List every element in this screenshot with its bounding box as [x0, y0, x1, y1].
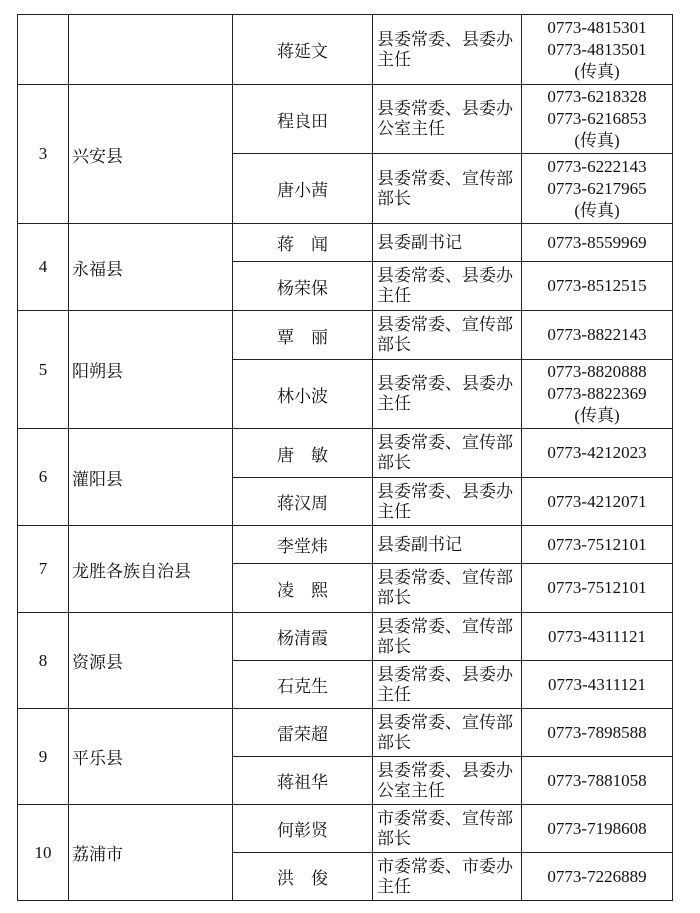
person-name: 洪 俊 [233, 853, 373, 901]
phone-number: 0773-6222143 [547, 156, 647, 176]
phone-cell [522, 478, 673, 526]
phone-cell [522, 661, 673, 709]
phone-cell [522, 805, 673, 853]
phone-number: 0773-7898588 [547, 722, 647, 742]
phone-number: 0773-4813501 [547, 39, 647, 59]
job-title: 县委常委、县委办公室主任 [373, 757, 522, 805]
phone-cell [522, 526, 673, 564]
person-name: 凌 熙 [233, 564, 373, 613]
row-number: 8 [18, 613, 69, 709]
table-row [18, 526, 673, 564]
job-title: 县委常委、宣传部部长 [373, 311, 522, 360]
table-row [18, 224, 673, 262]
job-title: 县委常委、县委办主任 [373, 15, 522, 85]
fax-label: (传真) [574, 61, 620, 81]
county-name: 兴安县 [69, 85, 233, 224]
person-name: 覃 丽 [233, 311, 373, 360]
contact-table [17, 14, 673, 901]
phone-number: 0773-7881058 [547, 770, 647, 790]
county-name: 资源县 [69, 613, 233, 709]
phone-cell [522, 262, 673, 311]
phone-cell [522, 224, 673, 262]
person-name: 林小波 [233, 360, 373, 429]
fax-label: (传真) [574, 406, 620, 425]
row-number [18, 15, 69, 85]
county-name: 阳朔县 [69, 311, 233, 429]
phone-cell [522, 757, 673, 805]
phone-cell [522, 154, 673, 224]
phone-cell [522, 709, 673, 757]
phone-number: 0773-4311121 [548, 626, 646, 646]
person-name: 杨清霞 [233, 613, 373, 661]
fax-label: (传真) [574, 131, 620, 150]
row-number: 10 [18, 805, 69, 901]
row-number: 5 [18, 311, 69, 429]
job-title: 县委常委、县委办主任 [373, 360, 522, 429]
job-title: 县委常委、宣传部部长 [373, 429, 522, 478]
phone-number: 0773-4815301 [547, 17, 647, 37]
phone-number: 0773-6218328 [547, 87, 647, 106]
job-title: 县委常委、宣传部部长 [373, 613, 522, 661]
county-name [69, 15, 233, 85]
row-number: 7 [18, 526, 69, 613]
table-row [18, 805, 673, 853]
county-name: 灌阳县 [69, 429, 233, 526]
row-number: 6 [18, 429, 69, 526]
county-name: 荔浦市 [69, 805, 233, 901]
row-number: 4 [18, 224, 69, 311]
row-number: 3 [18, 85, 69, 224]
phone-number: 0773-4311121 [548, 674, 646, 694]
phone-number: 0773-8820888 [547, 362, 647, 381]
phone-number: 0773-6217965 [547, 178, 647, 198]
table-row [18, 709, 673, 757]
phone-number: 0773-8822369 [547, 384, 647, 403]
job-title: 县委常委、县委办公室主任 [373, 85, 522, 154]
person-name: 唐小茜 [233, 154, 373, 224]
person-name: 蒋汉周 [233, 478, 373, 526]
job-title: 县委副书记 [373, 224, 522, 262]
person-name: 蒋祖华 [233, 757, 373, 805]
person-name: 杨荣保 [233, 262, 373, 311]
table-row [18, 85, 673, 154]
phone-number: 0773-8512515 [547, 276, 647, 295]
phone-cell [522, 15, 673, 85]
job-title: 县委常委、宣传部部长 [373, 154, 522, 224]
phone-number: 0773-8822143 [547, 325, 647, 344]
person-name: 雷荣超 [233, 709, 373, 757]
phone-cell [522, 85, 673, 154]
person-name: 何彰贤 [233, 805, 373, 853]
phone-number: 0773-7512101 [547, 578, 647, 597]
phone-number: 0773-7198608 [547, 818, 647, 838]
phone-cell [522, 613, 673, 661]
phone-number: 0773-7512101 [547, 534, 647, 554]
job-title: 县委副书记 [373, 526, 522, 564]
fax-label: (传真) [574, 200, 620, 220]
phone-number: 0773-4212071 [547, 491, 647, 511]
phone-number: 0773-6216853 [547, 109, 647, 128]
county-name: 龙胜各族自治县 [69, 526, 233, 613]
table-row [18, 613, 673, 661]
job-title: 县委常委、县委办主任 [373, 661, 522, 709]
phone-number: 0773-8559969 [547, 232, 647, 252]
table-row [18, 311, 673, 360]
person-name: 程良田 [233, 85, 373, 154]
county-name: 平乐县 [69, 709, 233, 805]
job-title: 县委常委、县委办主任 [373, 478, 522, 526]
person-name: 李堂炜 [233, 526, 373, 564]
person-name: 唐 敏 [233, 429, 373, 478]
job-title: 县委常委、宣传部部长 [373, 709, 522, 757]
phone-cell [522, 360, 673, 429]
table-row [18, 429, 673, 478]
job-title: 县委常委、宣传部部长 [373, 564, 522, 613]
table-row [18, 15, 673, 85]
phone-number: 0773-7226889 [547, 866, 647, 886]
phone-cell [522, 311, 673, 360]
person-name: 蒋 闻 [233, 224, 373, 262]
phone-cell [522, 853, 673, 901]
job-title: 县委常委、县委办主任 [373, 262, 522, 311]
person-name: 蒋延文 [233, 15, 373, 85]
job-title: 市委常委、宣传部部长 [373, 805, 522, 853]
phone-cell [522, 429, 673, 478]
job-title: 市委常委、市委办主任 [373, 853, 522, 901]
person-name: 石克生 [233, 661, 373, 709]
phone-number: 0773-4212023 [547, 443, 647, 462]
phone-cell [522, 564, 673, 613]
row-number: 9 [18, 709, 69, 805]
county-name: 永福县 [69, 224, 233, 311]
